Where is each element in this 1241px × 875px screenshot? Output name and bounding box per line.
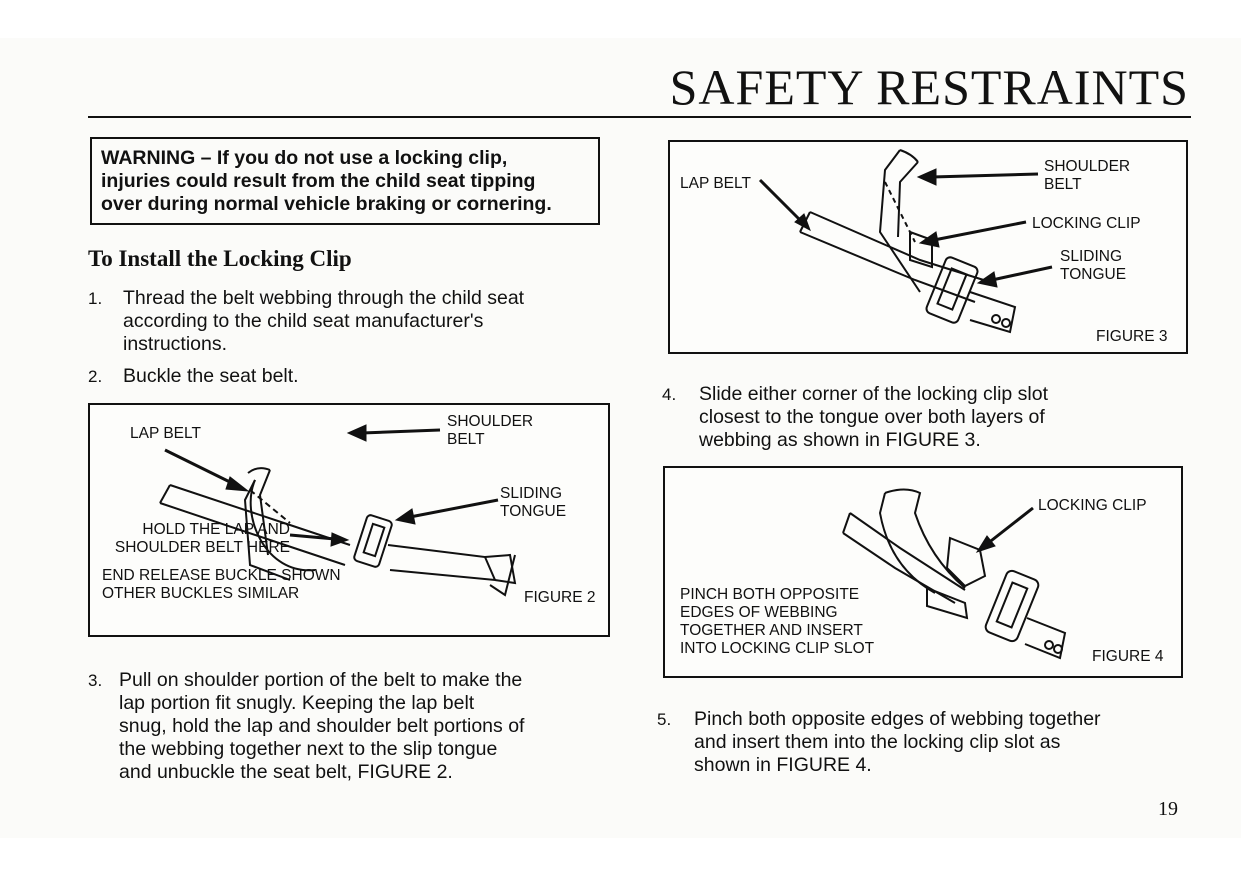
figure-3 [668,140,1188,354]
label-line: TONGUE [500,503,567,520]
step-line: snug, hold the lap and shoulder belt portions of [119,715,525,737]
label-line: SHOULDER [447,413,534,430]
step-number: 5. [657,710,672,729]
step-number: 2. [88,367,103,386]
step-number: 3. [88,671,103,690]
label-line: SHOULDER [1044,158,1131,175]
section-heading: To Install the Locking Clip [88,246,352,271]
label-line: BELT [447,431,485,448]
step-number: 1. [88,289,103,308]
step-line: Slide either corner of the locking clip slot [699,383,1049,405]
label-line: HOLD THE LAP AND [142,521,290,538]
label-line: TONGUE [1060,266,1127,283]
warning-line: injuries could result from the child seat tipping [101,170,536,192]
label-line: OTHER BUCKLES SIMILAR [102,585,300,602]
figure-caption: FIGURE 4 [1092,648,1164,665]
lap-belt-label: LAP BELT [680,175,751,192]
lap-belt-label: LAP BELT [130,425,201,442]
label-line: SLIDING [500,485,563,502]
label-line: EDGES OF WEBBING [680,604,838,621]
figure-2 [88,403,610,637]
step-line: Buckle the seat belt. [123,365,299,387]
step-line: Thread the belt webbing through the child seat [123,287,525,309]
sliding-tongue-label [1060,248,1126,284]
end-release-label [102,567,341,603]
step-line: closest to the tongue over both layers of [699,406,1045,428]
figure-4 [663,466,1183,678]
sliding-tongue-label [500,485,566,521]
title-rule [88,116,1191,118]
step-line: instructions. [123,333,228,355]
label-line: PINCH BOTH OPPOSITE [680,586,860,603]
step-line: and insert them into the locking clip slot as [694,731,1061,753]
hold-label [100,521,290,557]
locking-clip-label: LOCKING CLIP [1038,497,1147,514]
label-line: BELT [1044,176,1082,193]
label-line: SHOULDER BELT HERE [114,539,290,556]
warning-box [90,137,600,225]
page-title: SAFETY RESTRAINTS [669,59,1189,115]
warning-line: WARNING – If you do not use a locking clip, [101,147,508,169]
shoulder-belt-label [1044,158,1130,194]
warning-line: over during normal vehicle braking or cornering. [101,193,552,215]
label-line: TOGETHER AND INSERT [680,622,863,639]
step-line: Pull on shoulder portion of the belt to make the [119,669,523,691]
step-line: according to the child seat manufacturer's [123,310,484,332]
step-line: Pinch both opposite edges of webbing together [694,708,1101,730]
figure-caption: FIGURE 2 [524,589,596,606]
label-line: END RELEASE BUCKLE SHOWN [102,567,341,584]
page-number: 19 [1158,798,1178,820]
step-line: and unbuckle the seat belt, FIGURE 2. [119,761,453,783]
step-number: 4. [662,385,677,404]
step-line: the webbing together next to the slip tongue [119,738,498,760]
step-line: shown in FIGURE 4. [694,754,872,776]
shoulder-belt-label [447,413,533,449]
step-line: webbing as shown in FIGURE 3. [699,429,981,451]
step-line: lap portion fit snugly. Keeping the lap belt [119,692,475,714]
pinch-label [680,586,874,658]
label-line: INTO LOCKING CLIP SLOT [680,640,875,657]
label-line: SLIDING [1060,248,1123,265]
figure-caption: FIGURE 3 [1096,328,1168,345]
locking-clip-label: LOCKING CLIP [1032,215,1141,232]
